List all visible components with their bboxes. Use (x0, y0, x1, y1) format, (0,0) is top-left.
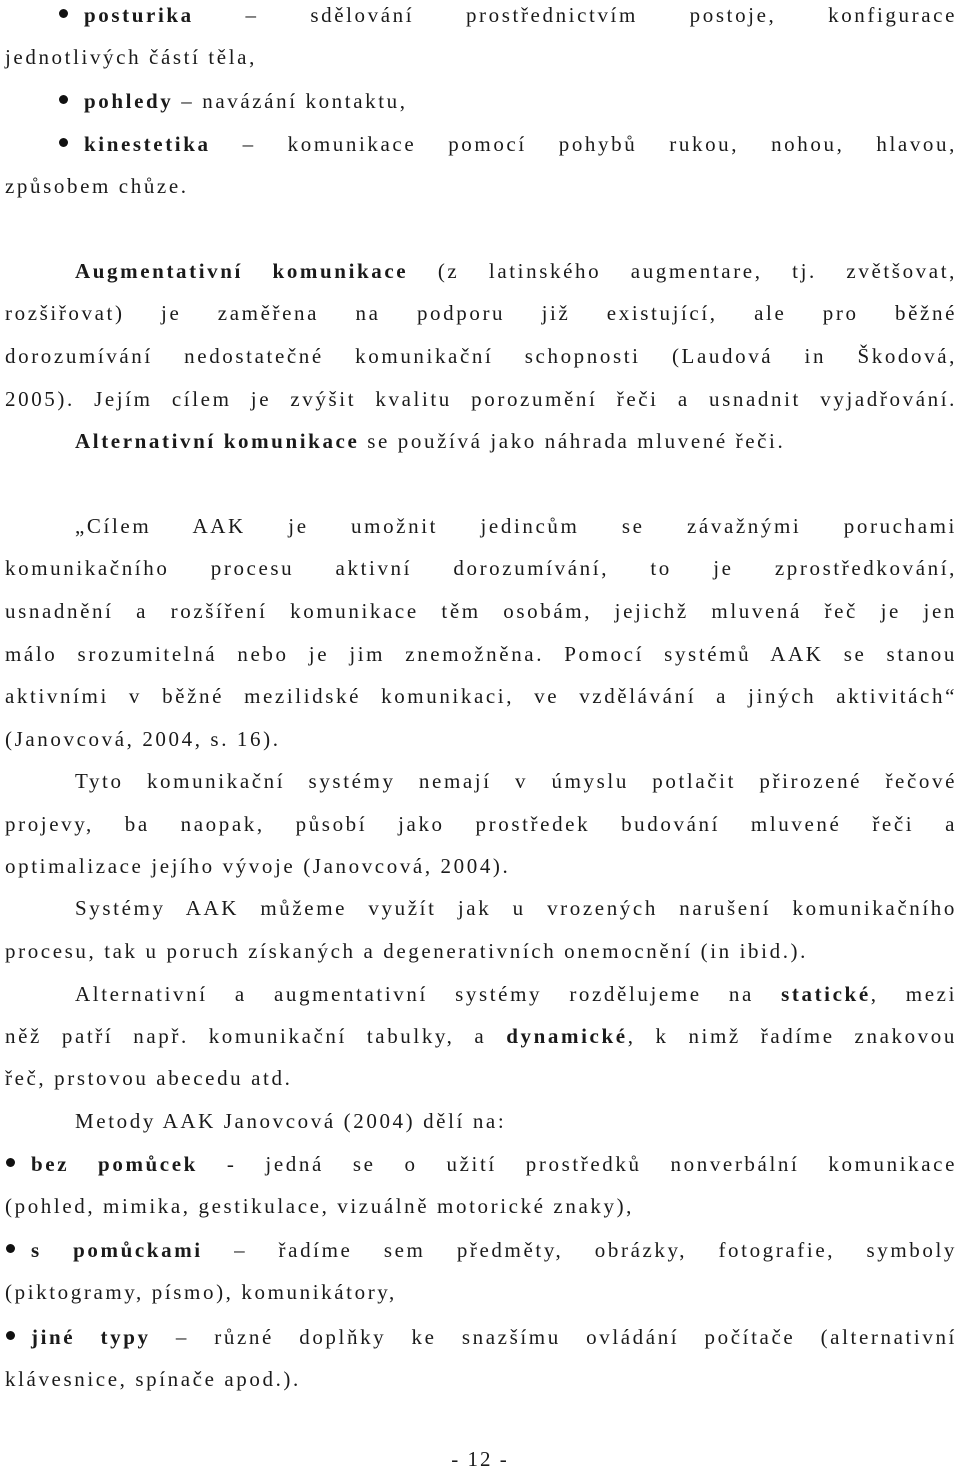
paragraph-line: (Janovcová, 2004, s. 16). (5, 727, 281, 751)
paragraph-line: rozšiřovat) je zaměřena na podporu již existující, ale pro běžné (5, 301, 957, 325)
paragraph-line: Metody AAK Janovcová (2004) dělí na: (75, 1109, 507, 1133)
paragraph-line (5, 1021, 957, 1051)
paragraph-line: řeč, prstovou abecedu atd. (5, 1066, 293, 1090)
list-item-continuation: (piktogramy, písmo), komunikátory, (5, 1280, 397, 1304)
term: statické (781, 982, 871, 1006)
paragraph-line: projevy, ba naopak, působí jako prostředek budování mluvené řeči a (5, 812, 957, 836)
text: – různé doplňky ke snazšímu ovládání počítače (alternativní (175, 1325, 957, 1349)
bullet-icon (59, 138, 68, 147)
list-item-text: – navázání kontaktu, (181, 89, 408, 113)
list-item-text: – komunikace pomocí pohybů rukou, nohou, hlavou, (242, 132, 957, 156)
text: Alternativní a augmentativní systémy rozdělujeme na (75, 982, 754, 1006)
text: , mezi (870, 982, 957, 1006)
bullet-icon (6, 1244, 15, 1253)
term: posturika (84, 3, 194, 27)
text: - jedná se o užití prostředků nonverbální komunikace (226, 1152, 957, 1176)
text: – řadíme sem předměty, obrázky, fotografie, symboly (234, 1238, 957, 1262)
paragraph-line (75, 979, 957, 1009)
list-item-continuation: (pohled, mimika, gestikulace, vizuálně motorické znaky), (5, 1194, 635, 1218)
paragraph-line: procesu, tak u poruch získaných a degenerativních onemocnění (in ibid.). (5, 939, 808, 963)
paragraph-line: dorozumívání nedostatečné komunikační schopnosti (Laudová in Škodová, (5, 344, 957, 368)
list-item-posturika (84, 0, 957, 30)
paragraph-line: komunikačního procesu aktivní dorozumívání, to je zprostředkování, (5, 556, 957, 580)
paragraph-line (75, 256, 957, 286)
list-item-continuation: jednotlivých částí těla, (5, 45, 257, 69)
paragraph-line: Tyto komunikační systémy nemají v úmyslu potlačit přirozené řečové (75, 769, 957, 793)
list-item-continuation: způsobem chůze. (5, 174, 189, 198)
paragraph-line: usnadnění a rozšíření komunikace těm osobám, jejichž mluvená řeč je jen (5, 599, 957, 623)
page-number: - 12 - (451, 1447, 509, 1471)
term: s pomůckami (31, 1238, 203, 1262)
list-item-jine-typy (31, 1322, 957, 1352)
paragraph-line: málo srozumitelná nebo je jim znemožněna. Pomocí systémů AAK se stanou (5, 642, 957, 666)
term: Augmentativní komunikace (75, 259, 409, 283)
text: (z latinského augmentare, tj. zvětšovat, (437, 259, 957, 283)
list-item-continuation: klávesnice, spínače apod.). (5, 1367, 301, 1391)
list-item-pohledy (84, 86, 957, 116)
paragraph-line: optimalizace jejího vývoje (Janovcová, 2004). (5, 854, 511, 878)
paragraph-line (75, 426, 957, 456)
term: Alternativní komunikace (75, 429, 360, 453)
term: kinestetika (84, 132, 211, 156)
paragraph-line: 2005). Jejím cílem je zvýšit kvalitu porozumění řeči a usnadnit vyjadřování. (5, 387, 957, 411)
bullet-icon (6, 1331, 15, 1340)
bullet-icon (59, 95, 68, 104)
term: dynamické (506, 1024, 628, 1048)
list-item-kinestetika (84, 129, 957, 159)
list-item-s-pomuckami (31, 1235, 957, 1265)
text: , k nimž řadíme znakovou (627, 1024, 957, 1048)
paragraph-line: „Cílem AAK je umožnit jedincům se závažnými poruchami (75, 514, 957, 538)
bullet-icon (6, 1158, 15, 1167)
paragraph-line: Systémy AAK můžeme využít jak u vrozených narušení komunikačního (75, 896, 957, 920)
text: něž patří např. komunikační tabulky, a (5, 1024, 487, 1048)
bullet-icon (59, 9, 68, 18)
text: se používá jako náhrada mluvené řeči. (367, 429, 786, 453)
term: jiné typy (31, 1325, 151, 1349)
paragraph-line: aktivními v běžné mezilidské komunikaci, ve vzdělávání a jiných aktivitách“ (5, 684, 957, 708)
term: pohledy (84, 89, 174, 113)
term: bez pomůcek (31, 1152, 198, 1176)
list-item-bez-pomucek (31, 1149, 957, 1179)
list-item-text: – sdělování prostřednictvím postoje, konfigurace (245, 3, 957, 27)
